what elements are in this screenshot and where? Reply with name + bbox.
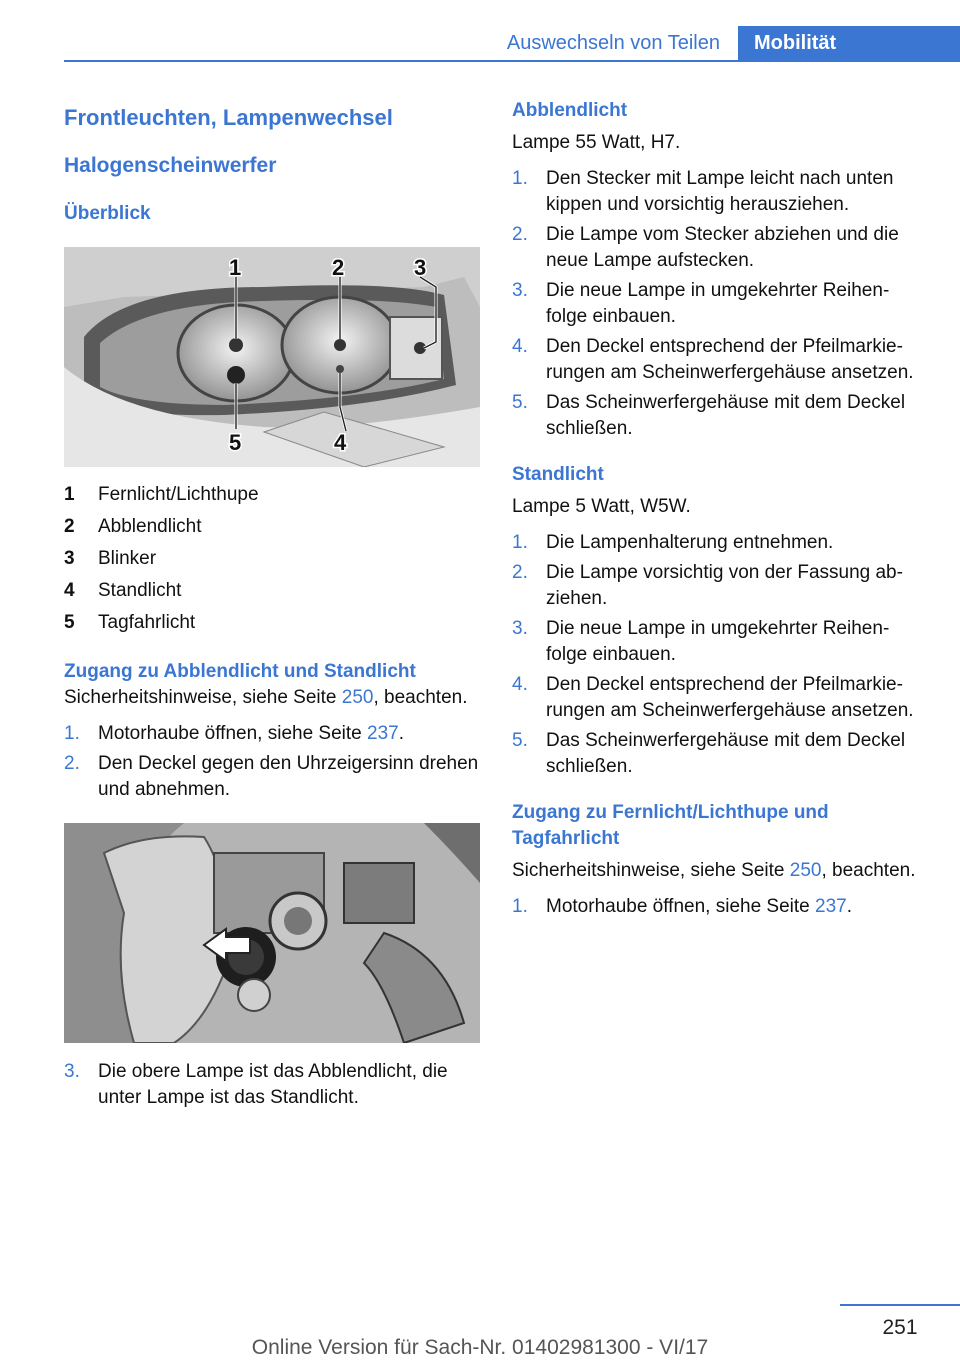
safety-text-end: , beachten. <box>373 687 468 708</box>
step-item <box>64 751 480 803</box>
step-item <box>64 721 480 747</box>
legend-number: 1 <box>64 484 75 505</box>
safety-text: Sicherheitshinweise, siehe Seite <box>512 860 790 881</box>
legend-label: Abblendlicht <box>98 516 202 537</box>
step-item <box>512 894 924 920</box>
safety-note <box>64 685 480 711</box>
safety-text: Sicherheitshinweise, siehe Seite <box>64 687 342 708</box>
step-text: Die Lampenhalterung entnehmen. <box>546 532 834 553</box>
step-text-post: . <box>398 723 404 744</box>
step-number: 3. <box>64 1061 80 1082</box>
high-beam-heading: Zugang zu Fernlicht/Lichthupe und Tagfahrlicht <box>512 802 829 849</box>
step-text-pre: Motorhaube öffnen, siehe Seite <box>98 723 368 744</box>
low-beam-steps <box>512 166 924 442</box>
step-item <box>512 166 924 218</box>
step-number: 4. <box>512 336 528 357</box>
legend-item <box>64 479 480 511</box>
page-title: Frontleuchten, Lampenwechsel <box>64 105 393 130</box>
access-steps-continued <box>64 1059 480 1111</box>
header-chapter-tab[interactable]: Mobilität <box>738 26 960 62</box>
step-text: Den Deckel entsprechend der Pfeilmarkierungen am Scheinwerfergehäuse ansetzen. <box>546 336 914 383</box>
legend-number: 3 <box>64 548 75 569</box>
step-item <box>512 560 924 612</box>
callout-2: 2 <box>332 255 345 280</box>
step-text: Die neue Lampe in umgekehrter Reihenfolge einbauen. <box>546 618 890 665</box>
step-text: Die Lampe vorsichtig von der Fassung abziehen. <box>546 562 903 609</box>
page-link-237[interactable]: 237 <box>367 723 399 744</box>
legend-item <box>64 575 480 607</box>
step-text: Das Scheinwerfergehäuse mit dem Deckel schließen. <box>546 730 906 777</box>
legend-number: 2 <box>64 516 75 537</box>
step-text: Die neue Lampe in umgekehrter Reihenfolge einbauen. <box>546 280 890 327</box>
step-item <box>512 672 924 724</box>
access-heading: Zugang zu Abblendlicht und Standlicht <box>64 661 416 682</box>
headlight-drawing <box>64 247 480 467</box>
legend-item <box>64 607 480 639</box>
page-link-250[interactable]: 250 <box>789 860 822 881</box>
page-link-237[interactable]: 237 <box>815 896 847 917</box>
left-column <box>64 98 480 1115</box>
step-text: Den Deckel entsprechend der Pfeilmarkierungen am Scheinwerfergehäuse ansetzen. <box>546 674 914 721</box>
step-item <box>64 1059 480 1111</box>
legend-label: Blinker <box>98 548 157 569</box>
step-text: Das Scheinwerfergehäuse mit dem Deckel schließen. <box>546 392 906 439</box>
safety-note <box>512 858 924 884</box>
callout-1: 1 <box>229 255 242 280</box>
high-beam-steps <box>512 894 924 920</box>
page-number: 251 <box>882 1316 918 1339</box>
section-title: Halogenscheinwerfer <box>64 154 277 177</box>
callout-3: 3 <box>414 255 427 280</box>
step-text <box>546 894 852 920</box>
headlight-illustration <box>64 247 480 467</box>
legend-label: Tagfahrlicht <box>98 612 196 633</box>
step-text: Die Lampe vom Stecker abziehen und die neue Lampe aufstecken. <box>546 224 899 271</box>
step-number: 3. <box>512 618 528 639</box>
step-item <box>512 390 924 442</box>
step-text: Den Deckel gegen den Uhrzeigersinn drehen und abnehmen. <box>98 753 479 800</box>
footer-divider <box>840 1304 960 1306</box>
callout-5: 5 <box>229 430 242 455</box>
step-text: Die obere Lampe ist das Abblendlicht, die unter Lampe ist das Standlicht. <box>98 1061 448 1108</box>
step-number: 2. <box>512 224 528 245</box>
engine-bay-drawing <box>64 823 480 1043</box>
access-steps <box>64 721 480 803</box>
step-item <box>512 278 924 330</box>
legend-label: Fernlicht/Lichthupe <box>98 484 259 505</box>
low-beam-heading: Abblendlicht <box>512 100 628 121</box>
parking-light-heading: Standlicht <box>512 464 604 485</box>
page-link-250[interactable]: 250 <box>341 687 374 708</box>
low-beam-lamp: Lampe 55 Watt, H7. <box>512 132 681 153</box>
step-number: 1. <box>512 532 528 553</box>
online-version-note: Online Version für Sach-Nr. 01402981300 - VI/17 <box>251 1336 709 1359</box>
right-column <box>512 98 924 924</box>
step-number: 2. <box>512 562 528 583</box>
header-section-title: Auswechseln von Teilen <box>506 32 720 54</box>
step-text-post: . <box>846 896 852 917</box>
legend-number: 4 <box>64 580 75 601</box>
step-text-pre: Motorhaube öffnen, siehe Seite <box>546 896 816 917</box>
step-number: 5. <box>512 730 528 751</box>
engine-bay-photo <box>64 823 480 1043</box>
step-number: 1. <box>512 168 528 189</box>
step-number: 1. <box>64 723 80 744</box>
overview-heading: Überblick <box>64 203 151 224</box>
legend-item <box>64 511 480 543</box>
parking-light-lamp: Lampe 5 Watt, W5W. <box>512 496 691 517</box>
header-divider <box>64 60 960 62</box>
legend-item <box>64 543 480 575</box>
step-text <box>98 721 404 747</box>
step-number: 4. <box>512 674 528 695</box>
parking-light-steps <box>512 530 924 780</box>
step-item <box>512 728 924 780</box>
step-item <box>512 616 924 668</box>
legend-label: Standlicht <box>98 580 182 601</box>
callout-4: 4 <box>334 430 347 455</box>
step-number: 3. <box>512 280 528 301</box>
legend-number: 5 <box>64 612 75 633</box>
step-text: Den Stecker mit Lampe leicht nach unten kippen und vorsichtig herausziehen. <box>546 168 894 215</box>
step-item <box>512 334 924 386</box>
step-number: 1. <box>512 896 528 917</box>
safety-text-end: , beachten. <box>821 860 916 881</box>
step-item <box>512 530 924 556</box>
step-number: 5. <box>512 392 528 413</box>
step-number: 2. <box>64 753 80 774</box>
step-item <box>512 222 924 274</box>
legend-list <box>64 479 480 639</box>
